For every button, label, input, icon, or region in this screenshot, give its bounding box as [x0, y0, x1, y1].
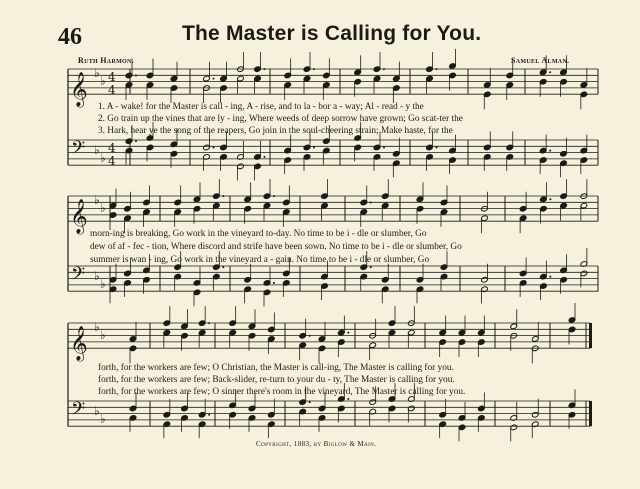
dot	[135, 140, 137, 142]
flat-sign: ♭	[94, 320, 100, 334]
dot	[549, 150, 551, 152]
dot	[549, 71, 551, 73]
lyric-system-1-verse-3: 3. Hark, hear ye the song of the reapers, Go join in the soul-cheering strain; Make haste, for the	[98, 126, 453, 136]
flat-sign: ♭	[100, 201, 106, 215]
time-signature: 4	[108, 70, 116, 84]
dot	[135, 74, 137, 76]
lyric-system-1-verse-1: 1. A - wake! for the Master is call - ing, A - rise, and to la - bor a - way; Al - read - y the	[98, 102, 424, 112]
flat-sign: ♭	[100, 151, 106, 165]
dot	[309, 335, 311, 337]
treble-clef: 𝄞	[70, 199, 88, 235]
hymn-title: The Master is Calling for You.	[182, 22, 482, 45]
dot	[347, 398, 349, 400]
lyric-system-3-verse-2: forth, for the workers are few; Back-slider, re-turn to your du - ty, The Master is calling for you.	[98, 375, 455, 385]
dot	[208, 322, 210, 324]
time-signature: 4	[108, 141, 116, 155]
dot	[436, 68, 438, 70]
page-number: 46	[58, 24, 82, 50]
lyric-system-1-verse-2: 2. Go train up the vines that are ly - ing, Where weeds of deep sorrow have grown; Go scat-ter the	[98, 114, 463, 124]
flat-sign: ♭	[100, 328, 106, 342]
bass-clef: 𝄢	[71, 399, 86, 424]
dot	[313, 68, 315, 70]
dot	[222, 266, 224, 268]
dot	[313, 146, 315, 148]
dot	[222, 195, 224, 197]
bass-clef: 𝄢	[71, 138, 86, 163]
lyric-system-2-verse-1: morn-ing is breaking, Go work in the vineyard to-day. No time to be i - dle or slumber, Go	[90, 229, 427, 239]
final-barline	[589, 401, 592, 426]
lyric-system-2-verse-3: summer is wan - ing, Go work in the vineyard a - gain. No time to be i - dle or slumber, Go	[90, 255, 430, 265]
dot	[383, 146, 385, 148]
dot	[264, 68, 266, 70]
time-signature: 4	[108, 154, 116, 168]
bass-clef: 𝄢	[71, 264, 86, 289]
treble-clef: 𝄞	[70, 326, 88, 362]
flat-sign: ♭	[100, 74, 106, 88]
flat-sign: ♭	[94, 66, 100, 80]
dot	[383, 68, 385, 70]
lyric-system-3-verse-1: forth, for the workers are few; O Christian, the Master is call-ing, The Master is calling for you.	[98, 363, 454, 373]
final-barline	[589, 323, 592, 348]
composer-credit: Samuel Alman.	[511, 56, 570, 65]
dot	[309, 401, 311, 403]
dot	[436, 146, 438, 148]
flat-sign: ♭	[100, 277, 106, 291]
dot	[208, 414, 210, 416]
dot	[549, 276, 551, 278]
dot	[213, 146, 215, 148]
time-signature: 4	[108, 83, 116, 97]
dot	[370, 201, 372, 203]
lyricist-credit: Ruth Harmon.	[78, 56, 134, 65]
copyright-notice: Copyright, 1883, by Biglow & Main.	[256, 440, 377, 448]
lyric-system-3-verse-3: forth, for the workers are few; O sinner there's room in the vineyard, The Master is calling for you.	[98, 387, 466, 397]
flat-sign: ♭	[100, 412, 106, 426]
dot	[213, 78, 215, 80]
flat-sign: ♭	[94, 143, 100, 157]
flat-sign: ♭	[94, 193, 100, 207]
flat-sign: ♭	[94, 269, 100, 283]
treble-clef: 𝄞	[70, 72, 88, 108]
lyric-system-2-verse-2: dew of af - fec - tion, Where discord and strife have been sown. No time to be i - dle or slumber, Go	[90, 242, 462, 252]
dot	[347, 332, 349, 334]
dot	[549, 198, 551, 200]
dot	[370, 266, 372, 268]
dot	[273, 195, 275, 197]
flat-sign: ♭	[94, 404, 100, 418]
dot	[264, 156, 266, 158]
dot	[273, 282, 275, 284]
